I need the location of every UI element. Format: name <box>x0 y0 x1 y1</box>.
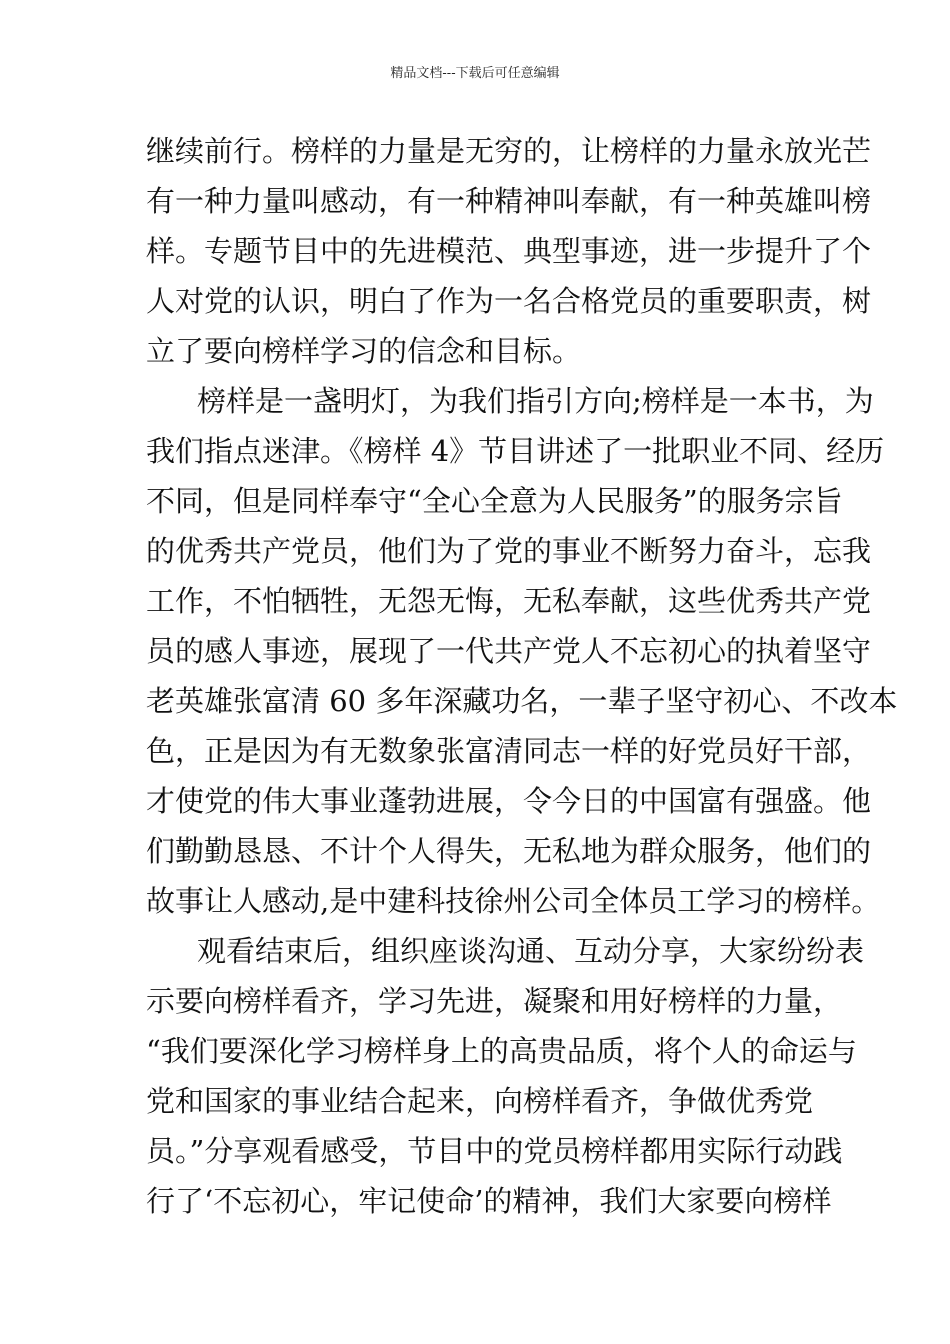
text-line: 员。”分享观看感受，节目中的党员榜样都用实际行动践 <box>146 1134 843 1168</box>
text-line: 我们指点迷津。《榜样 4》节目讲述了一批职业不同、经历 <box>146 434 885 468</box>
text-line: 不同，但是同样奉守“全心全意为人民服务”的服务宗旨 <box>146 484 843 518</box>
text-line: 们勤勤恳恳、不计个人得失，无私地为群众服务，他们的 <box>146 834 872 868</box>
text-line: 才使党的伟大事业蓬勃进展，令今日的中国富有强盛。他 <box>146 784 872 818</box>
document-body <box>146 133 898 1233</box>
text-line: 老英雄张富清 60 多年深藏功名，一辈子坚守初心、不改本 <box>146 684 898 718</box>
text-line: 有一种力量叫感动，有一种精神叫奉献，有一种英雄叫榜 <box>146 184 872 218</box>
text-line: 观看结束后，组织座谈沟通、互动分享，大家纷纷表 <box>197 934 865 968</box>
text-line: 行了‘不忘初心，牢记使命’的精神，我们大家要向榜样 <box>146 1184 832 1218</box>
text-line: 榜样是一盏明灯，为我们指引方向;榜样是一本书，为 <box>197 384 874 418</box>
text-line: 工作，不怕牺牲，无怨无悔，无私奉献，这些优秀共产党 <box>146 584 872 618</box>
text-line: “我们要深化学习榜样身上的高贵品质，将个人的命运与 <box>146 1034 857 1068</box>
text-line: 立了要向榜样学习的信念和目标。 <box>146 334 582 368</box>
text-line: 人对党的认识，明白了作为一名合格党员的重要职责，树 <box>146 284 872 318</box>
text-line: 继续前行。榜样的力量是无穷的，让榜样的力量永放光芒 <box>146 134 872 168</box>
text-line: 员的感人事迹，展现了一代共产党人不忘初心的执着坚守 <box>146 634 872 668</box>
text-line: 故事让人感动,是中建科技徐州公司全体员工学习的榜样。 <box>146 884 881 918</box>
text-line: 的优秀共产党员，他们为了党的事业不断努力奋斗，忘我 <box>146 534 872 568</box>
text-line: 样。专题节目中的先进模范、典型事迹，进一步提升了个 <box>146 234 872 268</box>
text-line: 党和国家的事业结合起来，向榜样看齐，争做优秀党 <box>146 1084 814 1118</box>
page-header: 精品文档---下载后可任意编辑 <box>390 66 560 81</box>
text-line: 示要向榜样看齐，学习先进，凝聚和用好榜样的力量， <box>146 984 843 1018</box>
text-line: 色，正是因为有无数象张富清同志一样的好党员好干部， <box>146 734 872 768</box>
